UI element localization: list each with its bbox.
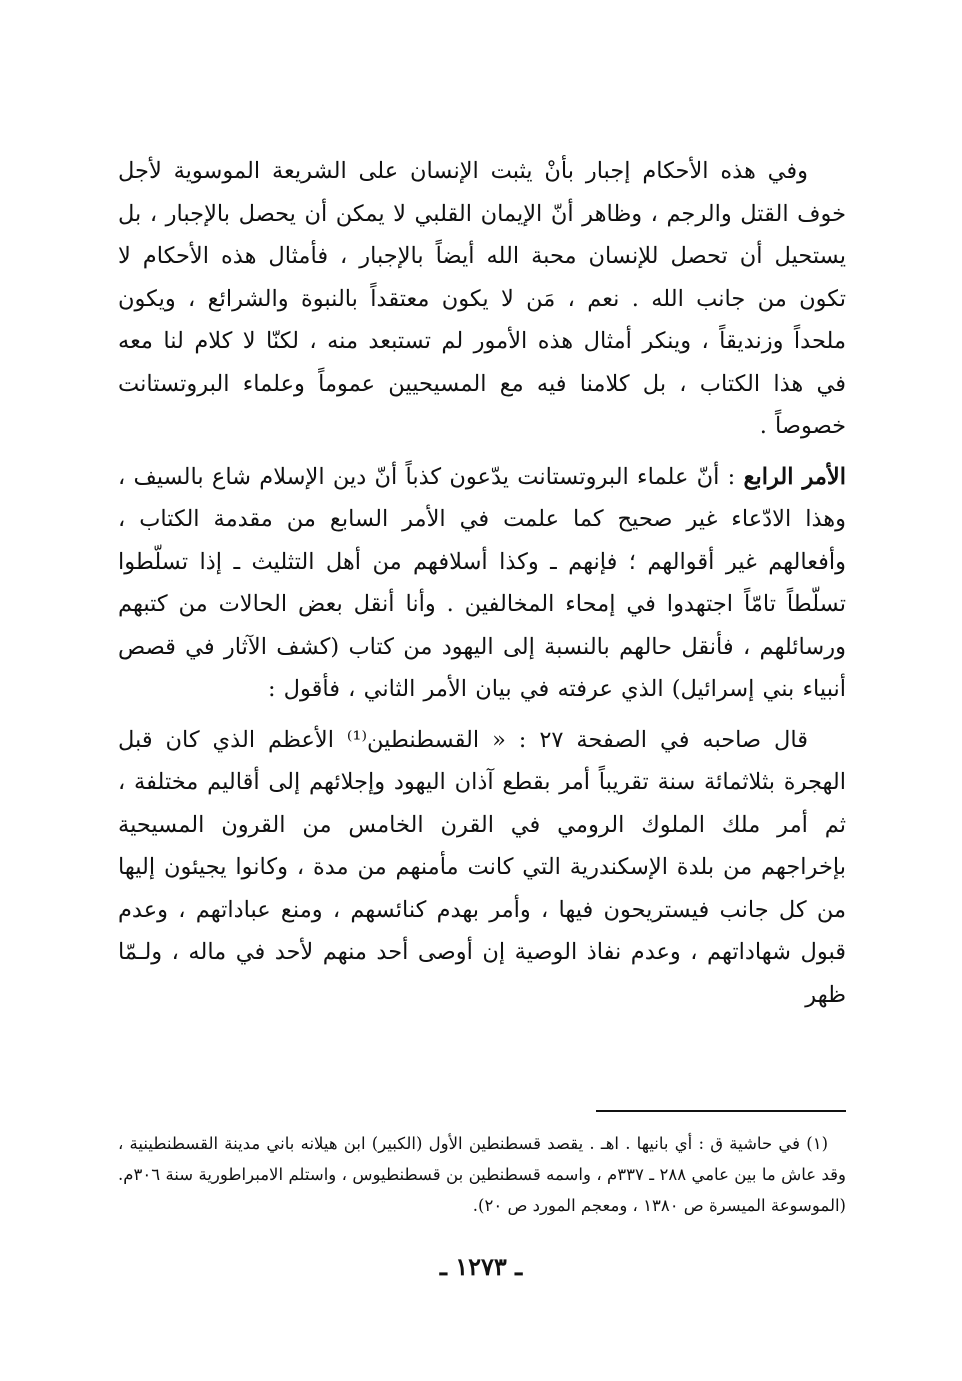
paragraph-3: قال صاحبه في الصفحة ٢٧ : « القسطنطين⁽¹⁾ الأعظم الذي كان قبل الهجرة بثلاثمائة سنة تقريباً أمر بقطع آذان اليهود وإجلائهم إلى أقاليم مختلفة ، ثم أمر ملك الملوك الرومي في القرن الخامس من القرون المسيحية بإخراجهم من بلدة الإسكندرية التي كانت مأمنهم من مدة ، وكانوا يجيئون إليها من كل جانب فيستريحون فيها ، وأمر بهدم كنائسهم ، ومنع عباداتهم ، وعدم قبول شهاداتهم ، وعدم نفاذ الوصية إن أوصى أحد منهم لأحد في ماله ، ولـمّا ظهر (118, 726, 846, 1008)
paragraph-1: وفي هذه الأحكام إجبار بأنْ يثبت الإنسان على الشريعة الموسوية لأجل خوف القتل والرجم ، وظاهر أنّ الإيمان القلبي لا يمكن أن يحصل بالإجبار ، بل يستحيل أن تحصل للإنسان محبة الله أيضاً بالإجبار ، فأمثال هذه الأحكام لا تكون من جانب الله . نعم ، مَن لا يكون معتقداً بالنبوة والشرائع ، ويكون ملحداً وزنديقاً ، وينكر أمثال هذه الأمور لم تستبعد منه ، لكنّا لا كلام لنا معه في هذا الكتاب ، بل كلامنا فيه مع المسيحيين عموماً وعلماء البروتستانت خصوصاً . (118, 158, 846, 439)
main-text (118, 150, 846, 1016)
section-heading: الأمر الرابع (743, 463, 847, 490)
paragraph-2 (118, 456, 846, 711)
page-number: ـ ١٢٧٣ ـ (439, 1252, 523, 1281)
paragraph-2-text: : أنّ علماء البروتستانت يدّعون كذباً أنّ دين الإسلام شاع بالسيف ، وهذا الادّعاء غير صحيح كما علمت في الأمر السابع من مقدمة الكتاب ، وأفعالهم غير أقوالهم ؛ فإنهم ـ وكذا أسلافهم من أهل التثليث ـ إذا تسلّطوا تسلّطاً تامّاً اجتهدوا في إمحاء المخالفين . وأنا أنقل بعض الحالات من كتبهم ورسائلهم ، فأنقل حالهم بالنسبة إلى اليهود من كتاب (كشف الآثار في قصص أنبياء بني إسرائيل) الذي عرفته في بيان الأمر الثاني ، فأقول : (118, 463, 846, 702)
footnote-divider (596, 1110, 846, 1112)
footnote: (١) في حاشية ق : أي بانيها . اهـ . يقصد قسطنطين الأول (الكبير) ابن هيلانه باني مدينة القسطنطينية ، وقد عاش ما بين عامي ٢٨٨ ـ ٣٣٧م ، واسمه قسطنطين بن قسطنطيوس ، واستلم الامبراطورية سنة ٣٠٦م. (الموسوعة الميسرة ص ١٣٨٠ ، ومعجم المورد ص ٢٠). (118, 1134, 846, 1215)
